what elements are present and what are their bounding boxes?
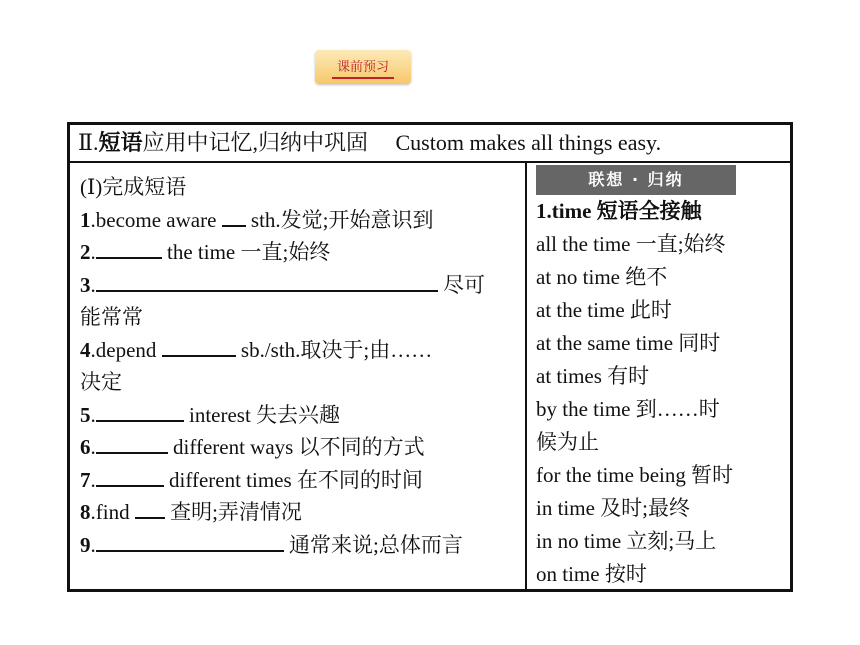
answer-blank[interactable] bbox=[96, 400, 184, 422]
answer-blank[interactable] bbox=[96, 465, 164, 487]
list-item: 能常常 bbox=[80, 305, 143, 329]
header-numeral: Ⅱ. bbox=[78, 130, 99, 155]
right-heading: 1.time 短语全接触 bbox=[536, 199, 702, 223]
list-item: 5. interest 失去兴趣 bbox=[80, 399, 512, 432]
header-motto: Custom makes all things easy. bbox=[395, 130, 662, 155]
answer-blank[interactable] bbox=[222, 205, 246, 227]
answer-blank[interactable] bbox=[96, 237, 162, 259]
header-bold: 短语 bbox=[98, 130, 143, 155]
list-item: 决定 bbox=[80, 370, 122, 394]
left-column bbox=[80, 171, 512, 561]
list-item: all the time 一直;始终 bbox=[536, 232, 726, 256]
answer-blank[interactable] bbox=[96, 270, 438, 292]
list-item: at the time 此时 bbox=[536, 298, 672, 322]
list-item: at the same time 同时 bbox=[536, 331, 721, 355]
phrase-table bbox=[67, 122, 793, 592]
list-item: 4.depend sb./sth.取决于;由…… bbox=[80, 334, 512, 367]
lesson-tag[interactable] bbox=[315, 50, 411, 84]
list-item: by the time 到……时 bbox=[536, 397, 720, 421]
lesson-tag-label: 课前预习 bbox=[336, 59, 389, 75]
list-item: 候为止 bbox=[536, 430, 599, 454]
answer-blank[interactable] bbox=[162, 335, 236, 357]
list-item: 2. the time 一直;始终 bbox=[80, 236, 512, 269]
list-item: in time 及时;最终 bbox=[536, 496, 690, 520]
answer-blank[interactable] bbox=[96, 530, 284, 552]
left-title: (Ⅰ)完成短语 bbox=[80, 175, 187, 199]
table-header bbox=[70, 125, 790, 163]
list-item: 9. 通常来说;总体而言 bbox=[80, 529, 512, 562]
list-item: 8.find 查明;弄清情况 bbox=[80, 496, 512, 529]
list-item: in no time 立刻;马上 bbox=[536, 529, 717, 553]
answer-blank[interactable] bbox=[135, 497, 165, 519]
list-item: for the time being 暂时 bbox=[536, 463, 734, 487]
list-item: at times 有时 bbox=[536, 364, 650, 388]
lesson-tag-underline bbox=[332, 77, 394, 79]
header-rest: 应用中记忆,归纳中巩固 bbox=[142, 130, 368, 155]
list-item: at no time 绝不 bbox=[536, 265, 668, 289]
list-item: 1.become aware sth.发觉;开始意识到 bbox=[80, 204, 512, 237]
answer-blank[interactable] bbox=[96, 432, 168, 454]
list-item: 7. different times 在不同的时间 bbox=[80, 464, 512, 497]
association-banner: 联想 · 归纳 bbox=[536, 165, 736, 195]
list-item: 6. different ways 以不同的方式 bbox=[80, 431, 512, 464]
right-column bbox=[536, 161, 786, 591]
column-divider bbox=[525, 161, 527, 589]
list-item: 3. 尽可 bbox=[80, 269, 512, 302]
list-item: on time 按时 bbox=[536, 562, 647, 586]
